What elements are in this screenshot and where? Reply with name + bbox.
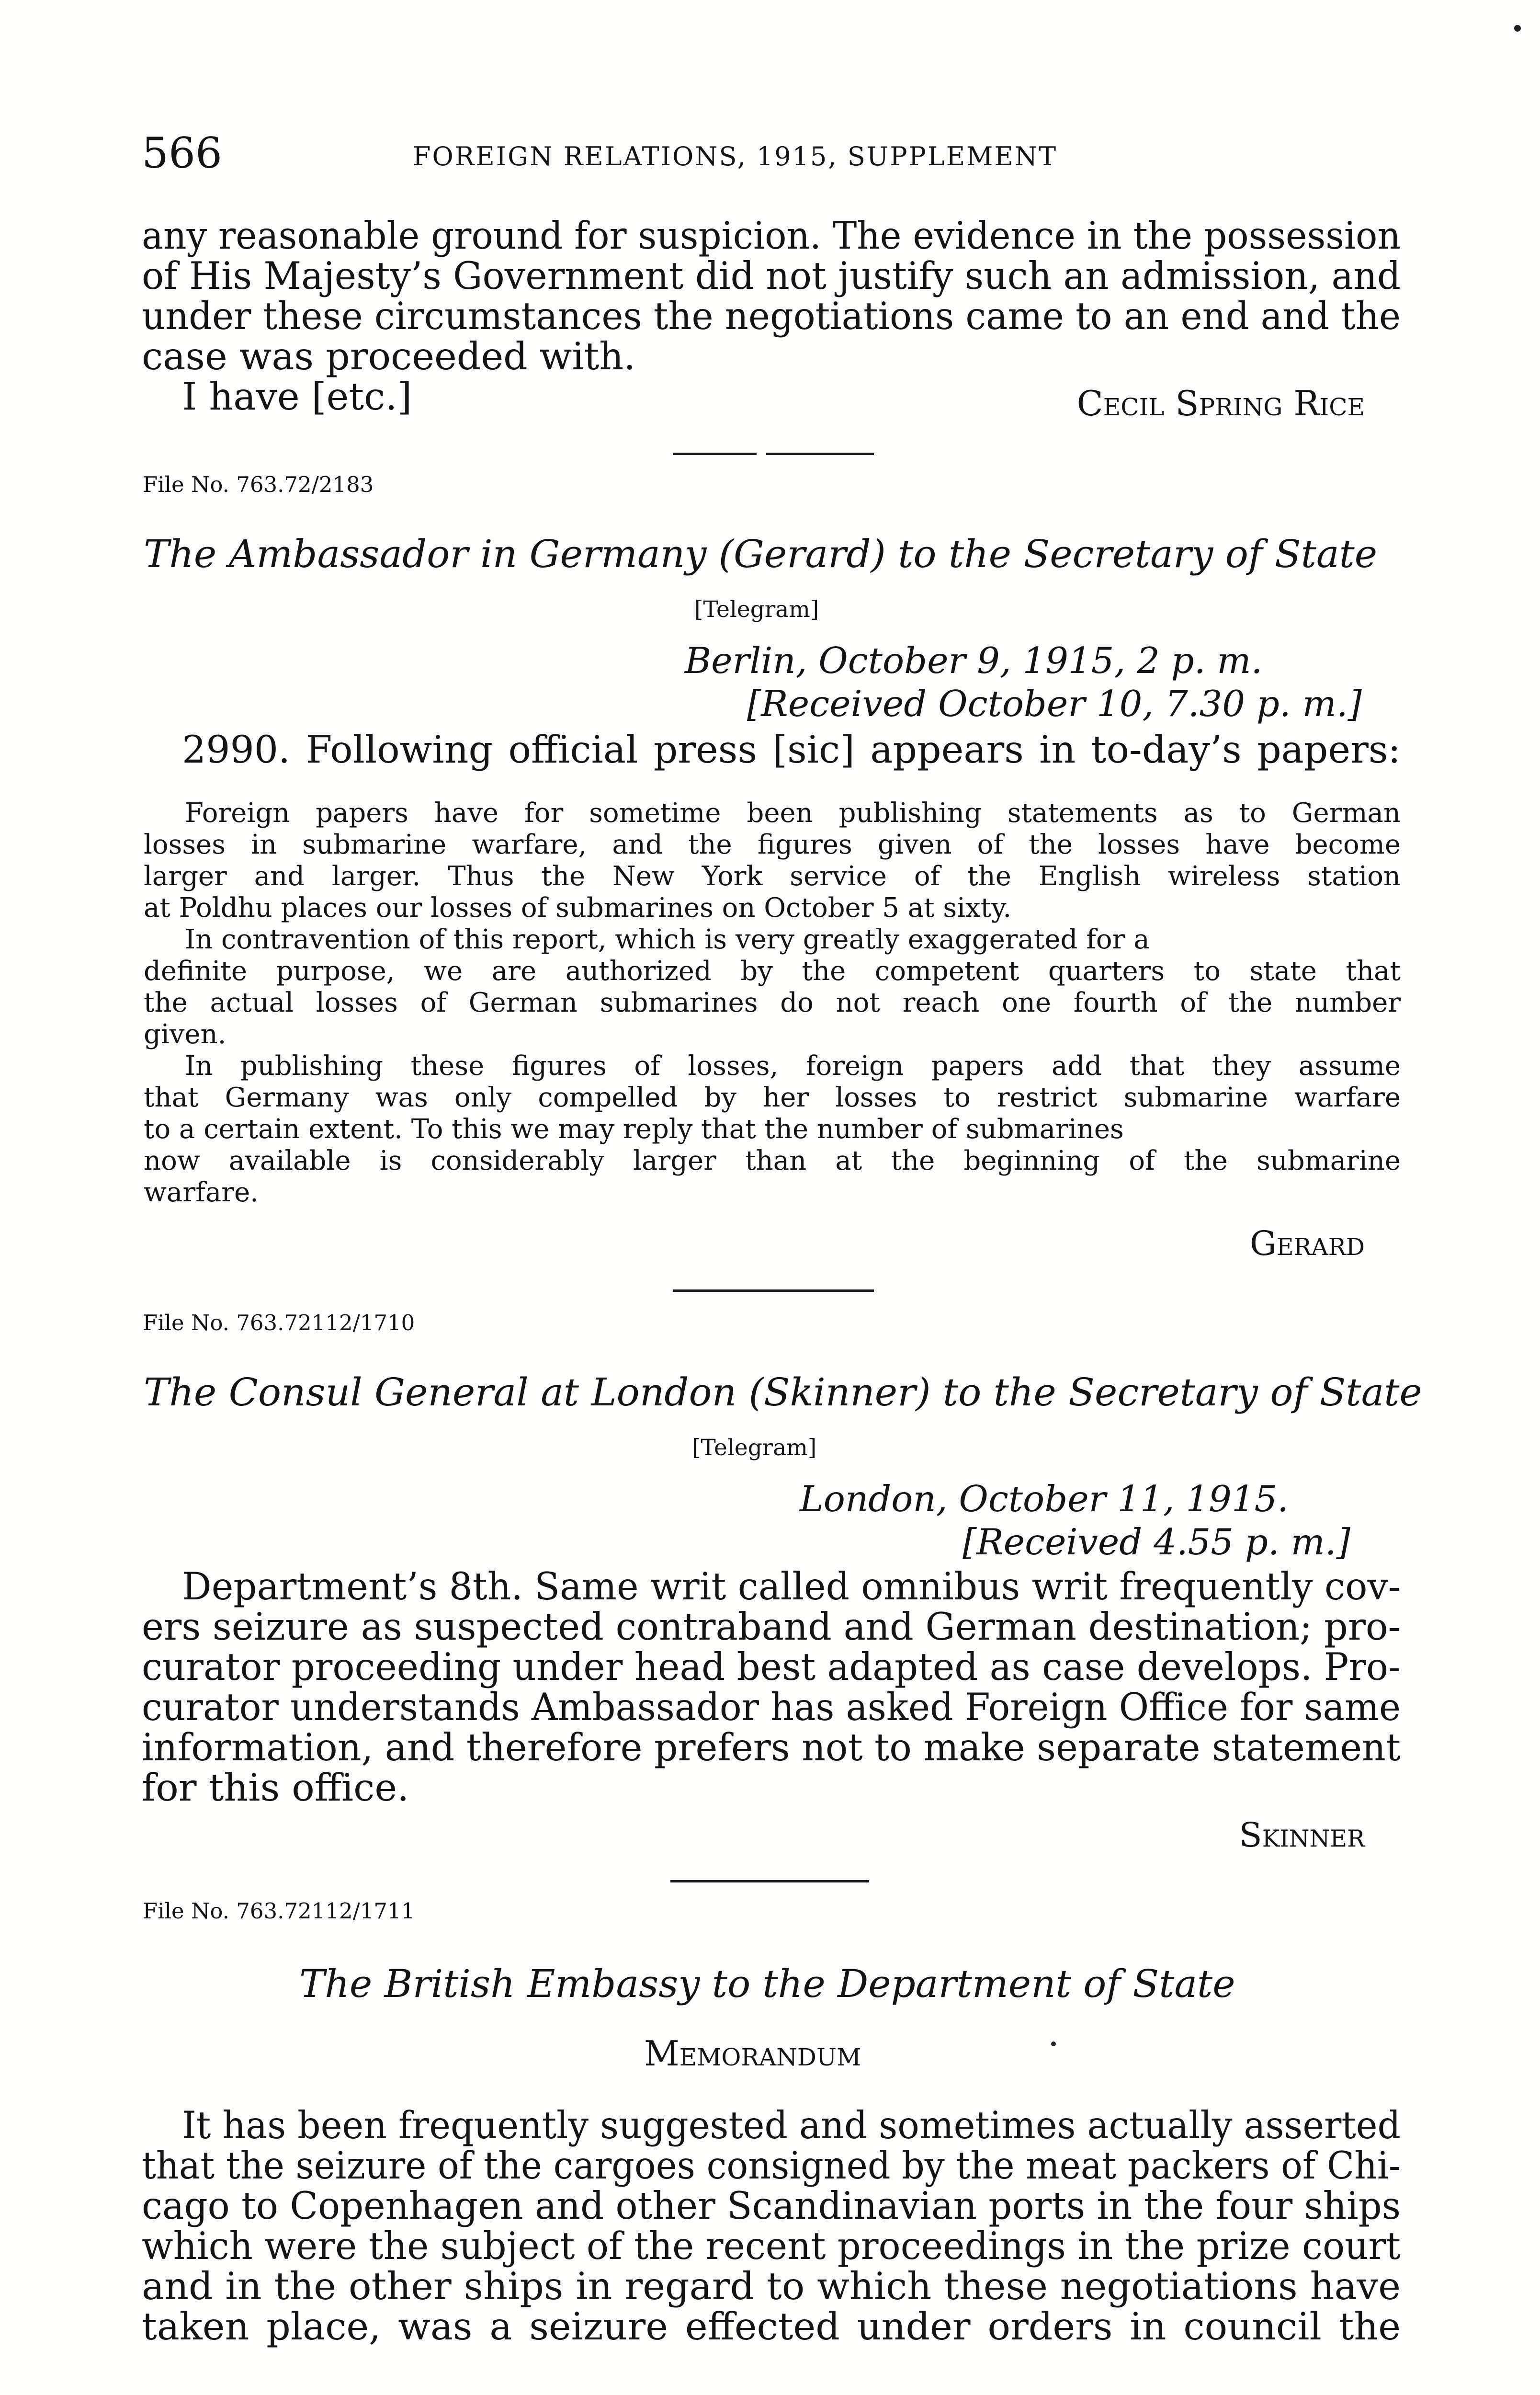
signature: Cecil Spring Rice xyxy=(1076,383,1365,423)
document-type: Memorandum xyxy=(644,2033,861,2074)
body-line: and in the other ships in regard to which these negotiations have xyxy=(142,2264,1401,2308)
section-divider xyxy=(673,453,757,455)
quoted-line: at Poldhu places our losses of submarines on October 5 at sixty. xyxy=(144,892,1012,924)
quoted-line: Foreign papers have for sometime been publishing statements as to German xyxy=(185,798,1401,829)
continuation-line: any reasonable ground for suspicion. The evidence in the possession xyxy=(142,214,1401,258)
running-title: FOREIGN RELATIONS, 1915, SUPPLEMENT xyxy=(413,141,1058,171)
quoted-line: larger and larger. Thus the New York service of the English wireless station xyxy=(144,861,1401,892)
body-line: information, and therefore prefers not to make separate statement xyxy=(142,1725,1401,1769)
document-title: The Ambassador in Germany (Gerard) to the Secretary of State xyxy=(144,532,1378,576)
quoted-line: the actual losses of German submarines do not reach one fourth of the number xyxy=(144,987,1401,1018)
quoted-line: definite purpose, we are authorized by the competent quarters to state that xyxy=(144,956,1401,987)
body-line: cago to Copenhagen and other Scandinavian ports in the four ships xyxy=(142,2184,1401,2228)
received-note: [Received October 10, 7.30 p. m.] xyxy=(747,683,1362,725)
section-divider xyxy=(673,1289,874,1292)
section-divider xyxy=(670,1880,869,1882)
telegram-lead: 2990. Following official press [sic] appears in to-day’s papers: xyxy=(182,728,1401,772)
ink-speck xyxy=(1514,25,1521,32)
document-type: [Telegram] xyxy=(694,596,819,623)
body-line: for this office. xyxy=(142,1766,409,1810)
file-number: File No. 763.72112/1711 xyxy=(143,1898,415,1924)
quoted-line: In contravention of this report, which is very greatly exaggerated for a xyxy=(185,924,1150,955)
dateline: Berlin, October 9, 1915, 2 p. m. xyxy=(685,639,1263,682)
section-divider xyxy=(766,453,874,455)
continuation-line: case was proceeded with. xyxy=(142,334,636,378)
continuation-line: of His Majesty’s Government did not justify such an admission, and xyxy=(142,254,1401,298)
body-line: Department’s 8th. Same writ called omnibus writ frequently cov- xyxy=(182,1564,1401,1608)
signature: Skinner xyxy=(1239,1815,1365,1855)
file-number: File No. 763.72112/1710 xyxy=(143,1310,415,1335)
dateline: London, October 11, 1915. xyxy=(800,1478,1289,1520)
quoted-line: warfare. xyxy=(144,1177,259,1208)
document-title: The British Embassy to the Department of State xyxy=(299,1962,1235,2006)
body-line: which were the subject of the recent proceedings in the prize court xyxy=(142,2224,1401,2268)
document-type: [Telegram] xyxy=(692,1435,817,1461)
received-note: [Received 4.55 p. m.] xyxy=(962,1521,1350,1563)
document-title: The Consul General at London (Skinner) to the Secretary of State xyxy=(144,1370,1422,1414)
body-line: that the seizure of the cargoes consigned by the meat packers of Chi- xyxy=(142,2144,1401,2188)
ink-speck xyxy=(1051,2041,1056,2046)
file-number: File No. 763.72/2183 xyxy=(143,472,374,497)
quoted-line: losses in submarine warfare, and the figures given of the losses have become xyxy=(144,829,1401,860)
continuation-line: under these circumstances the negotiations came to an end and the xyxy=(142,294,1401,338)
quoted-line: In publishing these figures of losses, foreign papers add that they assume xyxy=(185,1050,1401,1082)
closing-formula: I have [etc.] xyxy=(182,375,412,419)
quoted-line: given. xyxy=(144,1019,226,1050)
body-line: curator understands Ambassador has asked Foreign Office for same xyxy=(142,1685,1401,1729)
page-number: 566 xyxy=(142,128,222,178)
body-line: It has been frequently suggested and sometimes actually asserted xyxy=(182,2103,1401,2147)
body-line: ers seizure as suspected contraband and German destination; pro- xyxy=(142,1605,1401,1649)
body-line: taken place, was a seizure effected under orders in council the xyxy=(142,2304,1401,2349)
quoted-line: now available is considerably larger than at the beginning of the submarine xyxy=(144,1145,1401,1176)
signature: Gerard xyxy=(1249,1224,1365,1263)
body-line: curator proceeding under head best adapted as case develops. Pro- xyxy=(142,1645,1401,1689)
quoted-line: to a certain extent. To this we may reply that the number of submarines xyxy=(144,1114,1124,1145)
quoted-line: that Germany was only compelled by her losses to restrict submarine warfare xyxy=(144,1082,1401,1113)
